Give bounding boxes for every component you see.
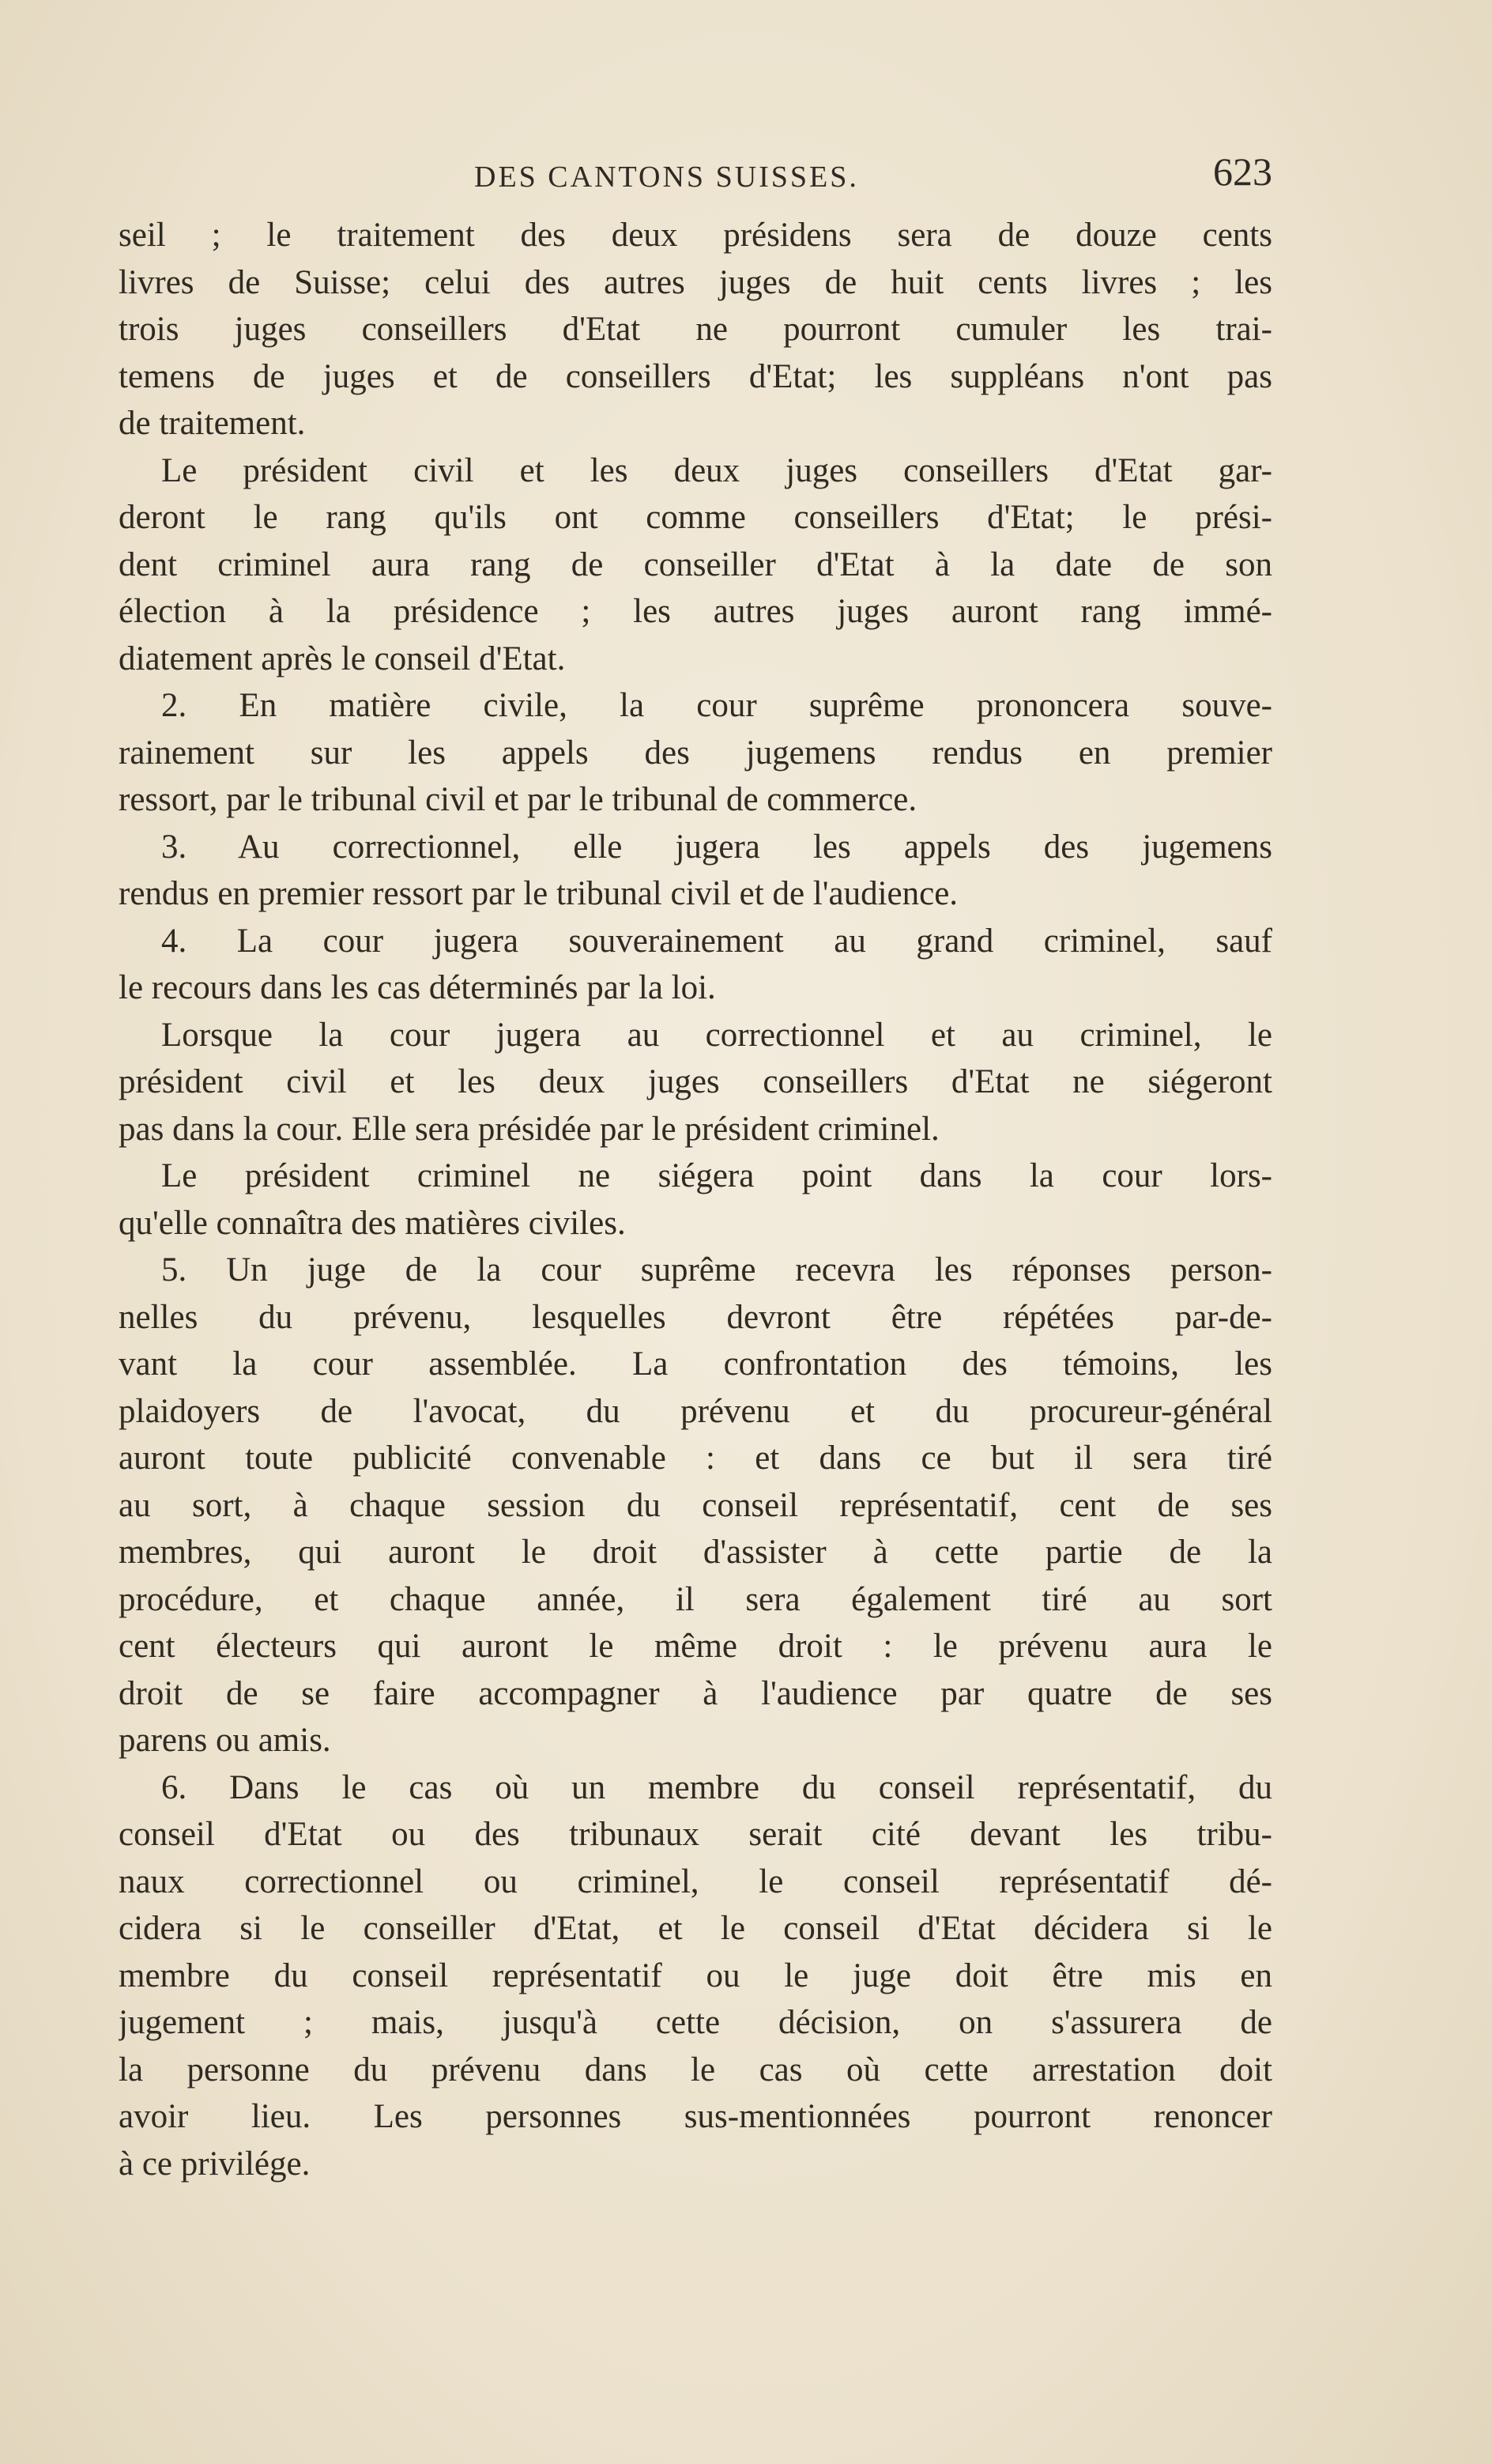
text-line: à ce privilége. [119, 2145, 311, 2183]
text-line: rainement sur les appels des jugemens rendus en premier [119, 734, 1272, 772]
text-line: naux correctionnel ou criminel, le conseil représentatif dé- [119, 1862, 1272, 1900]
text-line: au sort, à chaque session du conseil représentatif, cent de ses [119, 1486, 1272, 1524]
text-line: deront le rang qu'ils ont comme conseillers d'Etat; le prési- [119, 499, 1272, 536]
text-line: plaidoyers de l'avocat, du prévenu et du procureur-général [119, 1392, 1272, 1430]
text-line: conseil d'Etat ou des tribunaux serait cité devant les tribu- [119, 1816, 1272, 1853]
text-line: Le président civil et les deux juges conseillers d'Etat gar- [161, 451, 1272, 489]
text-line: seil ; le traitement des deux présidens sera de douze cents [119, 217, 1272, 254]
text-line: 2. En matière civile, la cour suprême prononcera souve- [161, 687, 1272, 724]
text-line: la personne du prévenu dans le cas où cette arrestation doit [119, 2051, 1272, 2089]
text-line: parens ou amis. [119, 1722, 331, 1759]
text-line: nelles du prévenu, lesquelles devront être répétées par-de- [119, 1298, 1272, 1336]
text-line: diatement après le conseil d'Etat. [119, 640, 566, 677]
text-line: pas dans la cour. Elle sera présidée par le président criminel. [119, 1110, 940, 1148]
text-line: membre du conseil représentatif ou le juge doit être mis en [119, 1956, 1272, 1994]
text-line: livres de Suisse; celui des autres juges de huit cents livres ; les [119, 263, 1272, 301]
text-line: 3. Au correctionnel, elle jugera les appels des jugemens [161, 828, 1272, 866]
text-line: procédure, et chaque année, il sera également tiré au sort [119, 1580, 1272, 1618]
text-line: 6. Dans le cas où un membre du conseil représentatif, du [161, 1768, 1272, 1806]
running-title: DES CANTONS SUISSES. [474, 160, 859, 194]
text-line: élection à la présidence ; les autres juges auront rang immé- [119, 593, 1272, 630]
text-line: droit de se faire accompagner à l'audience par quatre de ses [119, 1674, 1272, 1712]
text-line: le recours dans les cas déterminés par la loi. [119, 969, 716, 1006]
text-line: Lorsque la cour jugera au correctionnel et au criminel, le [161, 1016, 1272, 1054]
text-line: auront toute publicité convenable : et dans ce but il sera tiré [119, 1440, 1272, 1477]
body-text [119, 212, 1272, 2187]
text-line: vant la cour assemblée. La confrontation des témoins, les [119, 1345, 1272, 1383]
text-line: 5. Un juge de la cour suprême recevra les réponses person- [161, 1251, 1272, 1289]
text-line: qu'elle connaîtra des matières civiles. [119, 1204, 626, 1242]
text-line: de traitement. [119, 405, 306, 442]
text-line: Le président criminel ne siégera point dans la cour lors- [161, 1157, 1272, 1194]
text-line: membres, qui auront le droit d'assister à cette partie de la [119, 1534, 1272, 1571]
text-line: cent électeurs qui auront le même droit : le prévenu aura le [119, 1628, 1272, 1665]
text-line: président civil et les deux juges conseillers d'Etat ne siégeront [119, 1063, 1272, 1100]
text-line: 4. La cour jugera souverainement au grand criminel, sauf [161, 922, 1272, 960]
text-line: jugement ; mais, jusqu'à cette décision, on s'assurera de [119, 2004, 1272, 2041]
text-line: cidera si le conseiller d'Etat, et le conseil d'Etat décidera si le [119, 1910, 1272, 1947]
running-head [119, 149, 1272, 212]
text-line: avoir lieu. Les personnes sus-mentionnées pourront renoncer [119, 2098, 1272, 2135]
text-line: temens de juges et de conseillers d'Etat; les suppléans n'ont pas [119, 357, 1272, 395]
text-line: rendus en premier ressort par le tribunal civil et de l'audience. [119, 875, 959, 912]
text-line: dent criminel aura rang de conseiller d'Etat à la date de son [119, 545, 1272, 583]
text-line: trois juges conseillers d'Etat ne pourront cumuler les trai- [119, 311, 1272, 348]
text-line: ressort, par le tribunal civil et par le tribunal de commerce. [119, 781, 917, 818]
page-number: 623 [1213, 149, 1272, 194]
